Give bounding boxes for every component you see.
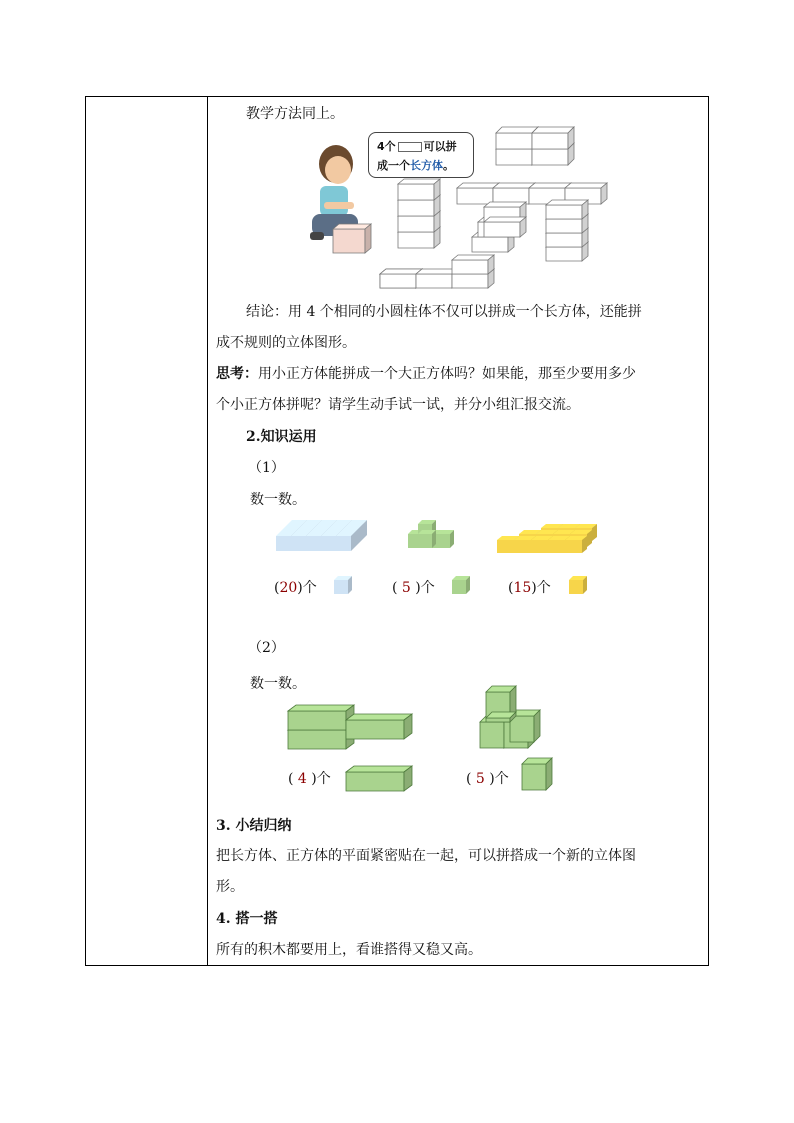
green-cuboid bbox=[346, 714, 412, 739]
ex2-prompt: 数一数。 bbox=[250, 676, 306, 692]
section-4-line-1: 所有的积木都要用上，看谁搭得又稳又高。 bbox=[216, 942, 482, 958]
bubble-line-1-pre: 4个 bbox=[377, 140, 396, 153]
ex1-answer-2-value: 5 bbox=[401, 580, 411, 596]
think-line-1-rest: 用小正方体能拼成一个大正方体吗？如果能，那至少要用多少 bbox=[258, 366, 636, 382]
ex1-answer-3-value: 15 bbox=[513, 580, 532, 596]
ex1-prompt: 数一数。 bbox=[250, 492, 306, 508]
ex2-answer-1-close: )个 bbox=[306, 771, 331, 787]
bubble-highlight: 长方体 bbox=[410, 159, 443, 172]
ex1-answer-1-close: )个 bbox=[297, 580, 317, 596]
ex1-answer-2-open: ( bbox=[392, 580, 402, 596]
ex1-answer-3-close: )个 bbox=[531, 580, 551, 596]
think-line-2: 个小正方体拼呢？请学生动手试一试，并分小组汇报交流。 bbox=[216, 397, 580, 413]
ex2-answer-1-value: 4 bbox=[297, 771, 307, 787]
ex2-answer-2-close: )个 bbox=[484, 771, 509, 787]
green-cube bbox=[486, 712, 516, 722]
bubble-line-2-end: 。 bbox=[443, 159, 454, 172]
section-4-heading: 4. 搭一搭 bbox=[216, 911, 278, 927]
section-3-heading: 3. 小结归纳 bbox=[216, 818, 292, 834]
ex1-answer-1-open: ( bbox=[274, 580, 280, 596]
ex2-label: （2） bbox=[248, 640, 285, 656]
method-text: 教学方法同上。 bbox=[246, 106, 344, 122]
green-cuboid bbox=[288, 705, 354, 730]
bubble-line-2-pre: 成一个 bbox=[377, 159, 410, 172]
ex2-answer-2-value: 5 bbox=[475, 771, 485, 787]
ex1-answer-1-value: 20 bbox=[279, 580, 298, 596]
ex1-answer-3-open: ( bbox=[508, 580, 514, 596]
bubble-line-1-post: 可以拼 bbox=[423, 140, 457, 153]
ex1-label: （1） bbox=[248, 460, 285, 476]
section-3-line-2: 形。 bbox=[216, 879, 244, 895]
section-2-heading: 2.知识运用 bbox=[246, 429, 317, 445]
ex2-answer-1-open: ( bbox=[288, 771, 298, 787]
section-3-line-1: 把长方体、正方体的平面紧密贴在一起，可以拼搭成一个新的立体图 bbox=[216, 848, 636, 864]
conclusion-line-1: 结论：用 4 个相同的小圆柱体不仅可以拼成一个长方体，还能拼 bbox=[246, 304, 642, 320]
ex2-answer-2-open: ( bbox=[466, 771, 476, 787]
ex2-answer-1 bbox=[288, 769, 331, 789]
ex2-answer-2 bbox=[466, 769, 509, 789]
think-label: 思考： bbox=[216, 366, 258, 382]
green-unit-cuboid bbox=[346, 766, 412, 791]
ex1-answer-2-close: )个 bbox=[410, 580, 435, 596]
green-unit-cube bbox=[522, 758, 552, 790]
conclusion-line-2: 成不规则的立体图形。 bbox=[216, 335, 356, 351]
